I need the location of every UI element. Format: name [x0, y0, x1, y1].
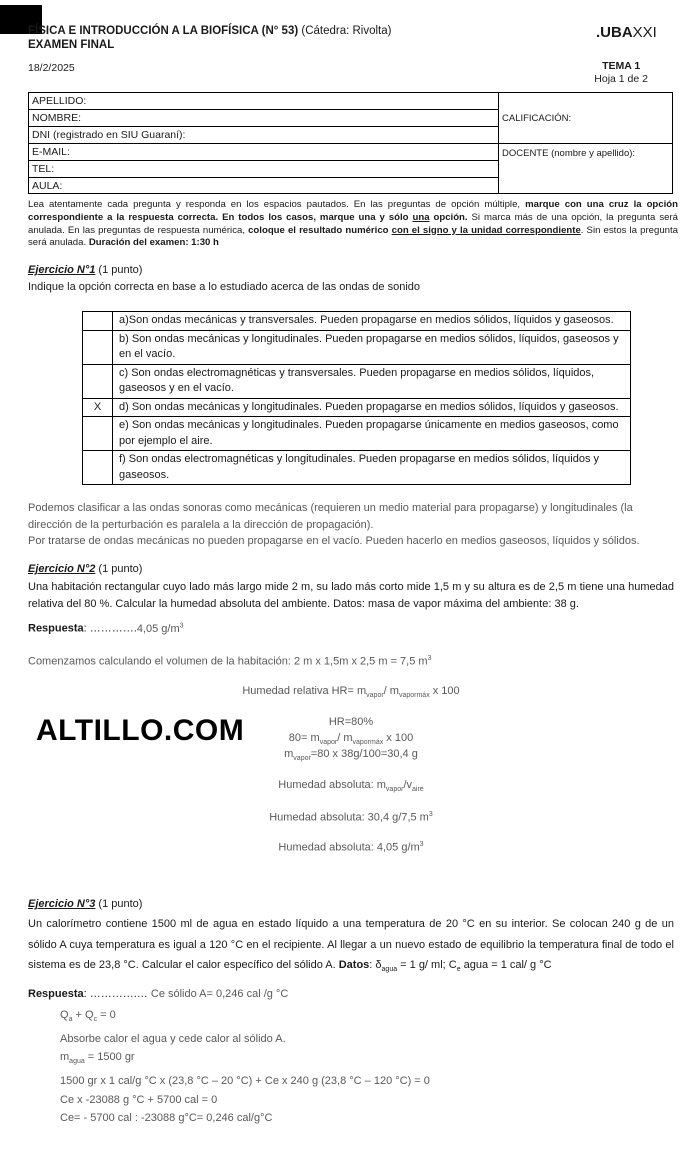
- option-mark-cell-selected: X: [83, 398, 113, 417]
- formula-line: HR=80%: [328, 716, 374, 728]
- answer-label: Respuesta: [28, 988, 84, 1000]
- exercise2-solution-intro: Comenzamos calculando el volumen de la habitación: 2 m x 1,5m x 2,5 m = 7,5 $m^3$: [28, 655, 432, 668]
- solution-line: $m_{agua} = 1500$ gr: [60, 1051, 135, 1066]
- exercise1-heading: Ejercicio N°1 (1 punto): [28, 264, 143, 276]
- option-mark-cell: [83, 451, 113, 485]
- explanation-paragraph: Podemos clasificar a las ondas sonoras como mecánicas (requieren un medio material para propagarse) y longitudinales (la dirección de la perturbación es paralela a la dirección de propagación).: [28, 502, 633, 531]
- formula-line: Humedad absoluta: 30,4 g/7,5 $m^3$: [269, 811, 433, 824]
- course-title: FÍSICA E INTRODUCCIÓN A LA BIOFÍSICA (N° 53): [28, 25, 299, 37]
- solution-line: $Q_a + Q_c = 0$: [60, 1009, 116, 1024]
- exam-header: [28, 24, 391, 52]
- option-mark-cell: [83, 364, 113, 398]
- formula-line: Humedad absoluta: 4,05 $g/m^3$: [278, 841, 424, 854]
- formula-line: $m_{vapor}=80$ x 38g/100=30,4 g: [284, 748, 418, 763]
- solution-line: 1500 gr x 1 cal/g °C x (23,8 °C – 20 °C) + Ce x 240 g (23,8 °C – 120 °C) = 0: [60, 1075, 430, 1088]
- student-info-table: [28, 92, 673, 194]
- exercise3-answer-line: [28, 988, 288, 1000]
- option-text: b) Son ondas mecánicas y longitudinales. Pueden propagarse en medios sólidos, líquidos, gaseosos y en el vacío.: [113, 330, 631, 364]
- formula-line: Humedad absoluta: $m_{vapor}/v_{aire}$: [278, 779, 424, 794]
- course-title-line: [28, 24, 391, 38]
- info-field-tel: TEL:: [29, 161, 498, 178]
- option-text: c) Son ondas electromagnéticas y transversales. Pueden propagarse en medios sólidos, líquidos, gaseosos y en el vacío.: [113, 364, 631, 398]
- exam-type: EXAMEN FINAL: [28, 39, 115, 51]
- exercise1-options-table: [82, 311, 631, 485]
- option-text: f) Son ondas electromagnéticas y longitudinales. Pueden propagarse en medios sólidos, líquidos y gaseosos.: [113, 451, 631, 485]
- answer-label: Respuesta: [28, 622, 84, 635]
- info-field-dni: DNI (registrado en SIU Guaraní):: [29, 127, 498, 144]
- docente-cell: DOCENTE (nombre y apellido):: [502, 148, 636, 159]
- answer-value: 4,05 $g/m^3$: [136, 622, 184, 635]
- calificacion-cell: CALIFICACIÓN:: [499, 93, 672, 144]
- answer-dots: : ………….…: [83, 988, 148, 1000]
- tema-block: [594, 60, 648, 86]
- exercise3-heading: Ejercicio N°3 (1 punto): [28, 898, 143, 910]
- altillo-watermark: ALTILLO.COM: [36, 714, 245, 747]
- info-field-aula: AULA:: [32, 180, 63, 192]
- option-row-b: [83, 330, 631, 364]
- option-row-f: [83, 451, 631, 485]
- option-row-a: [83, 312, 631, 331]
- formula-line: Humedad relativa $HR= m_{vapor}/$ $m_{vapormáx}$ x 100: [242, 685, 460, 700]
- option-row-e: [83, 417, 631, 451]
- explanation-paragraph: Por tratarse de ondas mecánicas no pueden propagarse en el vacío. Pueden hacerlo en medios gaseosos, líquidos y sólidos.: [28, 535, 640, 547]
- student-info-fields: [29, 93, 499, 193]
- info-field-nombre: NOMBRE:: [29, 110, 498, 127]
- option-text: d) Son ondas mecánicas y longitudinales. Pueden propagarse en medios sólidos, líquidos y gaseosos.: [113, 398, 631, 417]
- solution-line: Absorbe calor el agua y cede calor al sólido A.: [60, 1032, 286, 1045]
- grading-column: [499, 93, 672, 193]
- option-text: e) Son ondas mecánicas y longitudinales. Pueden propagarse únicamente en medios gaseosos, como por ejemplo el aire.: [113, 417, 631, 451]
- solution-line: Ce x -23088 g °C + 5700 cal = 0: [60, 1093, 218, 1106]
- exam-instructions: Lea atentamente cada pregunta y responda en los espacios pautados. En las preguntas de opción múltiple, marque con una cruz la opción correspondiente a la respuesta correcta. En todos los casos, marque una y sólo una opción. Si marca más de una opción, la pregunta será anulada. En las preguntas de respuesta numérica, coloque el resultado numérico con el signo y la unidad correspondiente. Sin estos la pregunta será anulada. Duración del examen: 1:30 h: [28, 199, 679, 249]
- exam-date: 18/2/2025: [28, 62, 75, 74]
- course-catedra: (Cátedra: Rivolta): [298, 25, 392, 37]
- option-mark-cell: [83, 330, 113, 364]
- tema-label: TEMA 1: [602, 60, 641, 72]
- hoja-label: Hoja 1 de 2: [594, 73, 648, 85]
- exercise1-prompt: Indique la opción correcta en base a lo estudiado acerca de las ondas de sonido: [28, 281, 420, 293]
- option-text: a)Son ondas mecánicas y transversales. Pueden propagarse en medios sólidos, líquidos y gaseosos.: [113, 312, 631, 331]
- exercise2-answer-line: [28, 622, 184, 635]
- answer-value: Ce sólido A= 0,246 cal /g °C: [147, 988, 289, 1000]
- option-mark-cell: [83, 417, 113, 451]
- option-row-d: [83, 398, 631, 417]
- option-mark-cell: [83, 312, 113, 331]
- option-row-c: [83, 364, 631, 398]
- exercise1-explanation: [28, 500, 678, 550]
- uba-xxi-logo: .UBAXXI: [596, 24, 657, 41]
- exercise3-problem: Un calorímetro contiene 1500 ml de agua en estado líquido a una temperatura de 20 °C en su interior. Se colocan 240 g de un sólido A cuya temperatura es igual a 120 °C en el recipiente. Al llegar a un nuevo estado de equilibrio la temperatura final de todo el sistema es de 23,8 °C. Calcular el calor específico del sólido A. Datos: $\delta_{agua} = 1$ g/ ml; $C_e$ agua = 1 cal/ g °C: [28, 918, 674, 974]
- exercise2-heading: Ejercicio N°2 (1 punto): [28, 563, 143, 575]
- exercise3-solution: [60, 1006, 430, 1128]
- info-field-email: E-MAIL:: [29, 144, 498, 161]
- info-field-apellido: APELLIDO:: [29, 93, 498, 110]
- solution-line: Ce= - 5700 cal : -23088 g°C= 0,246 cal/g°C: [60, 1112, 273, 1125]
- exercise2-problem: Una habitación rectangular cuyo lado más largo mide 2 m, su lado más corto mide 1,5 m y su altura es de 2,5 m tiene una humedad relativa del 80 %. Calcular la humedad absoluta del ambiente. Datos: masa de vapor máxima del ambiente: 38 g.: [28, 581, 674, 610]
- formula-line: $80= m_{vapor}/$ $m_{vapormáx}$ x 100: [288, 732, 414, 747]
- answer-dots: : ………….: [83, 622, 137, 635]
